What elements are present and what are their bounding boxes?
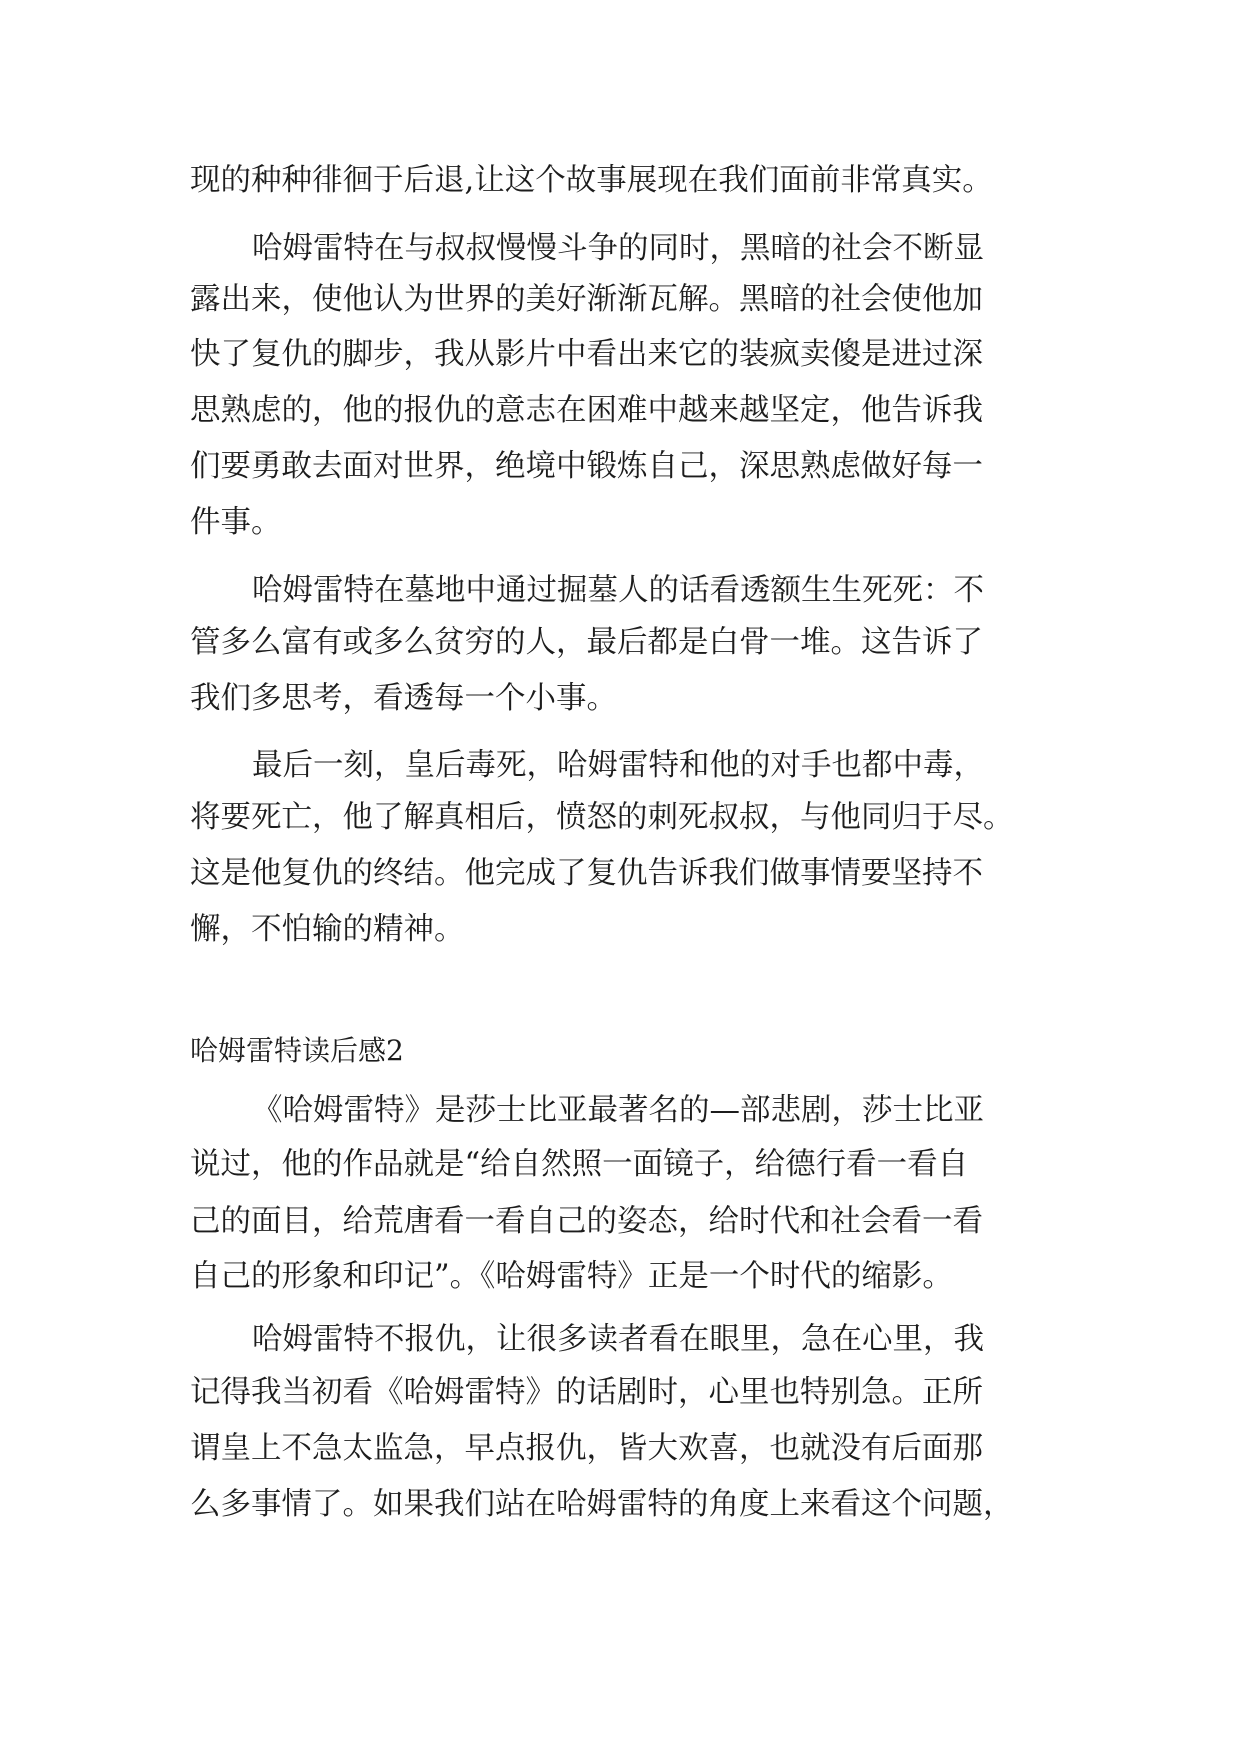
paragraph-line: 己的面目，给荒唐看一看自己的姿态，给时代和社会看一看 [190,1204,983,1239]
paragraph-line: 记得我当初看《哈姆雷特》的话剧时，心里也特别急。正所 [190,1375,983,1410]
paragraph-line: 将要死亡，他了解真相后，愤怒的刺死叔叔，与他同归于尽。 [190,800,1014,835]
paragraph-line: 们要勇敢去面对世界，绝境中锻炼自己，深思熟虑做好每一 [190,449,983,484]
paragraph-line: 我们多思考，看透每一个小事。 [190,681,617,716]
paragraph-line: 么多事情了。如果我们站在哈姆雷特的角度上来看这个问题， [190,1487,1014,1522]
paragraph-line: 《哈姆雷特》是莎士比亚最著名的—部悲剧，莎士比亚 [252,1093,984,1128]
paragraph-line: 哈姆雷特在墓地中通过掘墓人的话看透额生生死死：不 [252,573,984,608]
paragraph-line: 思熟虑的，他的报仇的意志在困难中越来越坚定，他告诉我 [190,393,983,428]
paragraph-line: 哈姆雷特不报仇，让很多读者看在眼里，急在心里，我 [252,1322,984,1357]
paragraph-line: 件事。 [190,505,282,540]
paragraph-line: 管多么富有或多么贫穷的人，最后都是白骨一堆。这告诉了 [190,625,983,660]
paragraph-line: 快了复仇的脚步，我从影片中看出来它的装疯卖傻是进过深 [190,337,983,372]
paragraph-line: 哈姆雷特在与叔叔慢慢斗争的同时，黑暗的社会不断显 [252,231,984,266]
paragraph-line: 谓皇上不急太监急，早点报仇，皆大欢喜，也就没有后面那 [190,1431,983,1466]
paragraph-line: 现的种种徘徊于后退,让这个故事展现在我们面前非常真实。 [190,163,993,198]
paragraph-line: 露出来，使他认为世界的美好渐渐瓦解。黑暗的社会使他加 [190,282,983,317]
section-heading: 哈姆雷特读后感2 [190,1034,404,1067]
paragraph-line: 说过，他的作品就是“给自然照一面镜子，给德行看一看自 [190,1147,969,1182]
paragraph-line: 这是他复仇的终结。他完成了复仇告诉我们做事情要坚持不 [190,856,983,891]
paragraph-line: 最后一刻，皇后毒死，哈姆雷特和他的对手也都中毒， [252,748,984,783]
paragraph-line: 自己的形象和印记”。《哈姆雷特》正是一个时代的缩影。 [190,1259,953,1294]
paragraph-line: 懈，不怕输的精神。 [190,912,465,947]
